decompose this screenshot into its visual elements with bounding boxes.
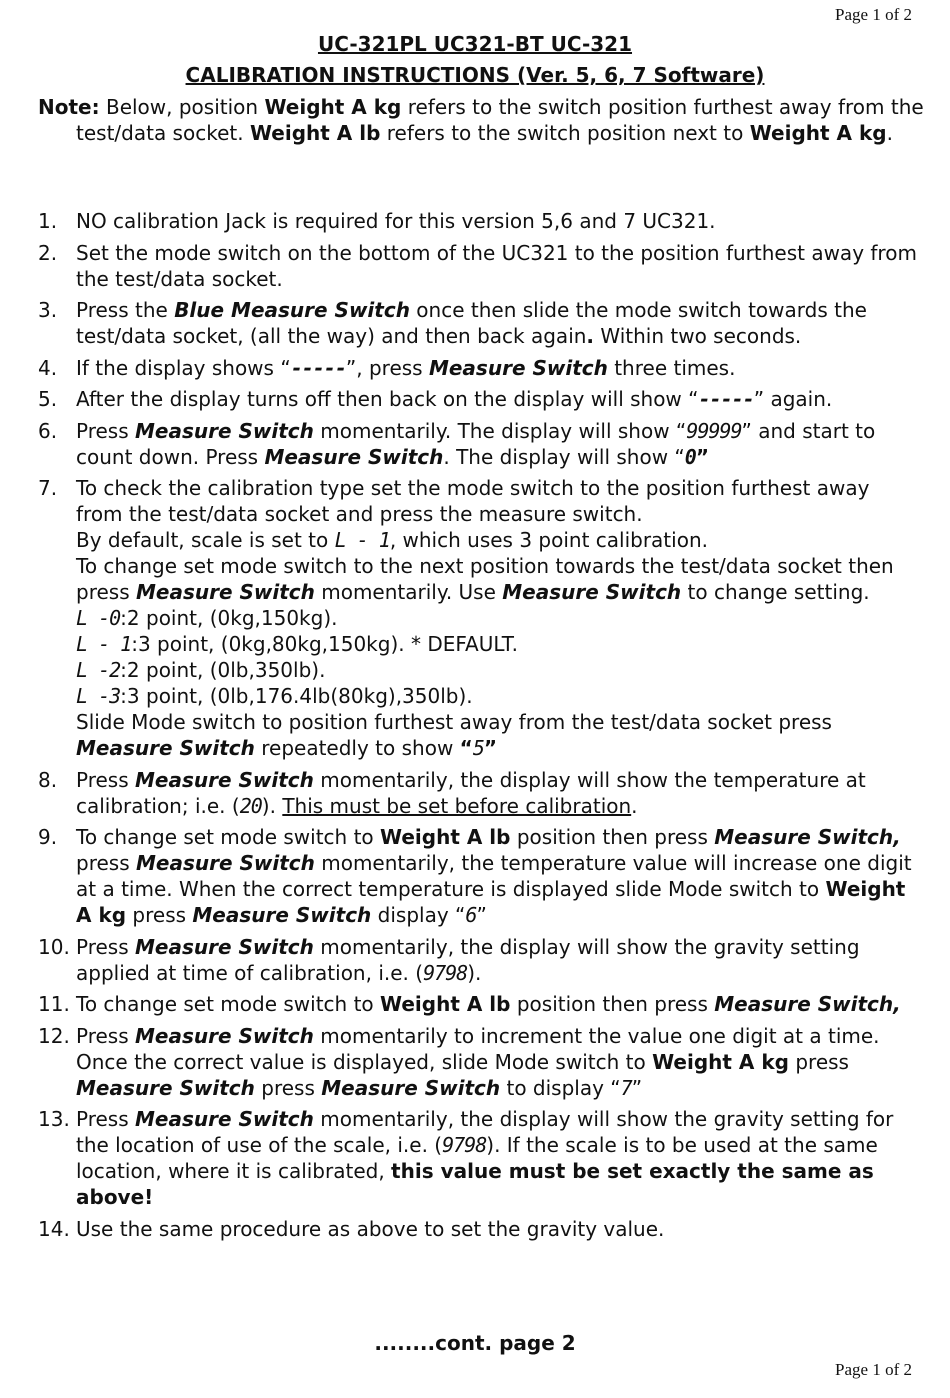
step-emphasis: Measure Switch [76, 1075, 255, 1100]
document-subtitle: CALIBRATION INSTRUCTIONS (Ver. 5, 6, 7 Software) [185, 63, 765, 87]
display-value: L -2 [76, 658, 121, 682]
step-item [38, 824, 918, 928]
step-number: 8. [38, 767, 58, 792]
step-item [38, 240, 918, 292]
step-number: 11. [38, 992, 70, 1016]
step-number: 10. [38, 934, 70, 959]
step-emphasis: Measure Switch, [714, 825, 901, 849]
display-value: L -0 [76, 606, 121, 630]
step-number: 1. [38, 209, 58, 233]
step-number: 2. [38, 240, 58, 265]
step-item [38, 475, 918, 761]
step-text: press [126, 903, 193, 927]
step-text: momentarily to increment the value one digit at a time. Once the correct value is displayed, slide Mode switch to [76, 1023, 880, 1074]
step-text: three times. [607, 355, 736, 380]
step-text: Press [76, 418, 135, 443]
step-item [38, 386, 918, 412]
step-text: momentarily. The display will show “ [313, 418, 687, 443]
step-text: After the display turns off then back on the display will show “ [76, 387, 699, 411]
step-emphasis: Measure Switch [135, 767, 314, 792]
step-emphasis: Blue Measure Switch [174, 298, 410, 322]
display-value: 9798 [423, 960, 468, 985]
step-bold: Weight A lb [380, 992, 511, 1016]
step-text: press [76, 851, 136, 875]
step-emphasis: Measure Switch [135, 934, 314, 959]
step-bold: Weight A lb [380, 825, 511, 849]
step-text: momentarily, the display will show the gravity setting applied at time of calibration, i.e. ( [76, 934, 860, 985]
step-text: To change set mode switch to [76, 992, 381, 1016]
step-text: position then press [510, 992, 715, 1016]
step-text: :3 point, (0kg,80kg,150kg). * DEFAULT. [131, 632, 518, 656]
display-value: L - 1 [76, 632, 132, 656]
step-emphasis: Measure Switch [135, 851, 315, 875]
display-dashes: ----- [698, 387, 754, 411]
step-item [38, 1023, 918, 1101]
note-text: refers to the switch position next to [380, 121, 750, 145]
step-text: :2 point, (0kg,150kg). [120, 606, 338, 630]
step-item [38, 1216, 918, 1242]
step-text: . [631, 793, 638, 818]
display-value: 20 [239, 793, 262, 818]
step-emphasis: Measure Switch [135, 580, 315, 604]
step-number: 5. [38, 387, 58, 411]
step-text: Press [76, 767, 135, 792]
note-bold: Weight A kg [749, 121, 887, 145]
display-value: 7 [620, 1075, 632, 1100]
step-text: once then slide the mode switch towards the test/data socket, (all the way) and then back again [76, 298, 867, 348]
step-emphasis: Measure Switch [135, 1023, 314, 1048]
calibration-option [76, 683, 918, 709]
step-text: ” [695, 444, 709, 469]
step-text: Set the mode switch on the bottom of the UC321 to the position furthest away from the test/data socket. [76, 240, 917, 291]
note-text: refers to the switch position furthest away from the test/data socket. [76, 95, 924, 145]
step-text: Within two seconds. [594, 324, 802, 348]
document-title: UC-321PL UC321-BT UC-321 [317, 32, 633, 56]
step-text: ” and start to count down. Press [76, 418, 876, 469]
step-text: To check the calibration type set the mode switch to the position furthest away from the test/data socket and press the measure switch. [76, 476, 870, 526]
display-value: 99999 [686, 418, 742, 443]
step-number: 9. [38, 825, 58, 849]
step-text: :2 point, (0lb,350lb). [120, 658, 326, 682]
step-text: Press [76, 1023, 135, 1048]
step-number: 7. [38, 476, 58, 500]
step-text: ). [467, 960, 482, 985]
display-value: L -3 [76, 684, 121, 708]
step-emphasis: Measure Switch [135, 418, 314, 443]
step-text: If the display shows “ [76, 355, 291, 380]
step-text: To change set mode switch to the next position towards the test/data socket then press [76, 554, 894, 604]
step-emphasis: Measure Switch [264, 444, 444, 469]
step-text: press [254, 1075, 322, 1100]
step-text: to display “ [500, 1075, 621, 1100]
display-dashes: ----- [290, 355, 346, 380]
step-text: Press [76, 934, 135, 959]
step-text: Slide Mode switch to position furthest away from the test/data socket press [76, 710, 832, 734]
step-bold: ” [483, 736, 498, 760]
note-bold: Weight A lb [249, 121, 381, 145]
step-bold: “ [459, 736, 473, 760]
step-number: 12. [38, 1023, 70, 1048]
step-text: ” again. [753, 387, 833, 411]
display-value: 9798 [442, 1133, 487, 1157]
display-value: 5 [472, 736, 484, 760]
step-emphasis: Measure Switch [192, 903, 372, 927]
step-bold: Weight A kg [76, 877, 906, 927]
calibration-option [76, 631, 918, 657]
calibration-option [76, 657, 918, 683]
step-text: ” [476, 903, 487, 927]
display-value: 0 [684, 444, 696, 469]
step-text: to change setting. [681, 580, 870, 604]
step-item [38, 934, 918, 986]
note-text: Below, position [99, 95, 265, 119]
step-item [38, 767, 918, 819]
step-text: By default, scale is set to [76, 528, 335, 552]
step-text: position then press [510, 825, 715, 849]
note-text: . [886, 121, 893, 145]
step-number: 13. [38, 1107, 70, 1131]
step-bold: . [586, 324, 595, 348]
step-text: , which uses 3 point calibration. [389, 528, 708, 552]
step-text: momentarily, the display will show the temperature at calibration; i.e. ( [76, 767, 866, 818]
step-text: To change set mode switch to [76, 825, 381, 849]
step-item [38, 991, 918, 1017]
step-number: 6. [38, 418, 58, 443]
step-line [76, 709, 918, 761]
note-paragraph [38, 94, 950, 146]
step-text: repeatedly to show [254, 736, 460, 760]
step-line [76, 527, 918, 553]
step-bold: Weight A kg [652, 1049, 789, 1074]
step-text: ”, press [345, 355, 429, 380]
step-bold: this value must be set exactly the same as above! [76, 1159, 874, 1209]
step-emphasis: Measure Switch [135, 1107, 314, 1131]
step-text: display “ [371, 903, 466, 927]
calibration-option [76, 605, 918, 631]
step-underline: This must be set before calibration [282, 793, 632, 818]
note-bold: Weight A kg [264, 95, 402, 119]
step-text: momentarily. Use [314, 580, 503, 604]
step-text: NO calibration Jack is required for this version 5,6 and 7 UC321. [76, 209, 716, 233]
step-emphasis: Measure Switch [321, 1075, 501, 1100]
step-number: 3. [38, 298, 58, 322]
step-text: Press the [76, 298, 175, 322]
note-label: Note: [38, 95, 100, 119]
step-item [38, 297, 918, 349]
step-item [38, 1106, 918, 1210]
display-value: L - 1 [334, 528, 390, 552]
page-number-top: Page 1 of 2 [835, 5, 912, 24]
step-text: press [788, 1049, 849, 1074]
step-text: momentarily, the temperature value will increase one digit at a time. When the correct temperature is displayed slide Mode switch to [76, 851, 912, 901]
step-line [76, 553, 918, 605]
step-number: 4. [38, 355, 58, 380]
step-emphasis: Measure Switch, [714, 992, 901, 1016]
step-text: ” [631, 1075, 643, 1100]
step-text: :3 point, (0lb,176.4lb(80kg),350lb). [120, 684, 473, 708]
step-text: momentarily, the display will show the gravity setting for the location of use of the scale, i.e. ( [76, 1107, 894, 1157]
step-text: Press [76, 1107, 135, 1131]
steps-list [38, 208, 918, 1247]
step-item [38, 355, 918, 381]
continuation-note: ........cont. page 2 [374, 1331, 576, 1355]
step-emphasis: Measure Switch [502, 580, 682, 604]
step-text: . The display will show “ [443, 444, 685, 469]
step-text: ). [261, 793, 283, 818]
step-emphasis: Measure Switch [76, 736, 255, 760]
step-emphasis: Measure Switch [428, 355, 608, 380]
display-value: 6 [465, 903, 477, 927]
step-text: ). If the scale is to be used at the same location, where it is calibrated, [76, 1133, 878, 1183]
step-text: Use the same procedure as above to set the gravity value. [76, 1216, 665, 1241]
page-number-bottom: Page 1 of 2 [835, 1360, 912, 1379]
step-item [38, 208, 918, 234]
step-item [38, 418, 918, 470]
step-number: 14. [38, 1216, 70, 1241]
